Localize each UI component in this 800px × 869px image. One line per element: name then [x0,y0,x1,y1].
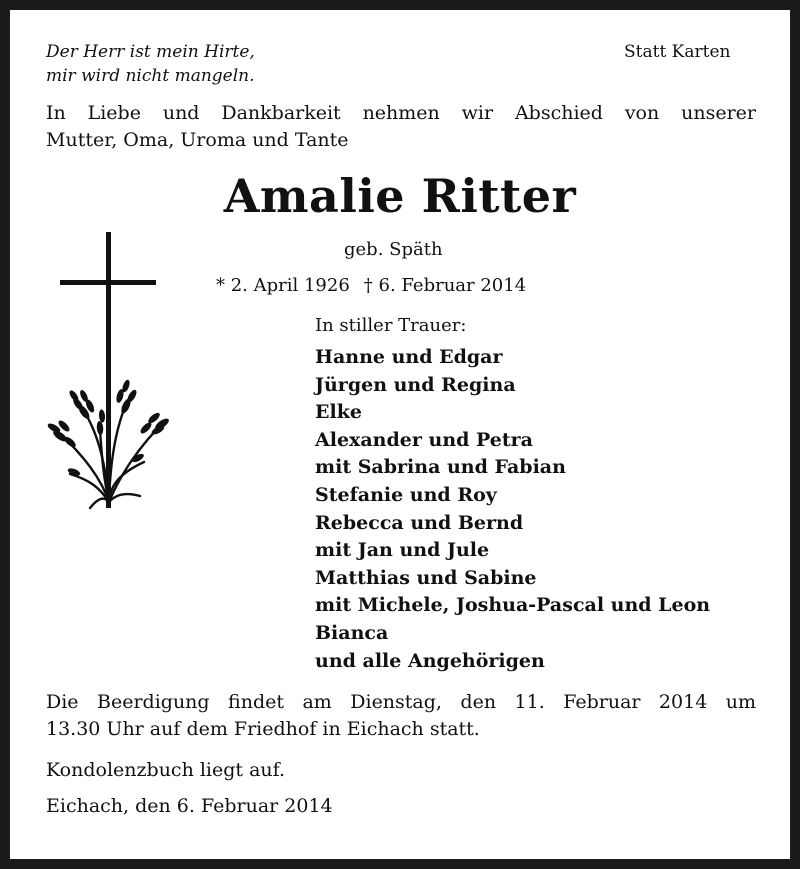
cross-with-wheat-icon [40,230,170,520]
list-item: Stefanie und Roy [315,483,497,506]
list-item: mit Michele, Joshua-Pascal und Leon [315,594,711,617]
death-date: † 6. Februar 2014 [363,275,527,296]
list-item: Elke [315,401,362,424]
mourning-heading: In stiller Trauer: [315,315,467,336]
psalm-line-2: mir wird nicht mangeln. [46,66,255,86]
list-item: Matthias und Sabine [315,566,537,589]
birth-date: * 2. April 1926 [216,275,350,296]
life-dates [216,273,526,299]
list-item: Bianca [315,621,389,644]
list-item: Rebecca und Bernd [315,511,524,534]
funeral-line-1: Die Beerdigung findet am Dienstag, den 11. Februar 2014 um [46,691,756,713]
obituary-notice [10,10,790,859]
psalm-quote [46,40,255,88]
funeral-line-2: 13.30 Uhr auf dem Friedhof in Eichach statt. [46,718,480,740]
list-item: mit Jan und Jule [315,539,490,562]
psalm-line-1: Der Herr ist mein Hirte, [46,42,255,62]
intro-text [46,100,756,154]
list-item: Hanne und Edgar [315,346,503,368]
statt-karten-label: Statt Karten [624,42,731,62]
deceased-name: Amalie Ritter [223,169,577,223]
list-item: mit Sabrina und Fabian [315,456,566,479]
list-item: und alle Angehörigen [315,649,545,672]
mourners-list [315,344,710,675]
maiden-name: geb. Späth [344,239,443,260]
condolence-note: Kondolenzbuch liegt auf. [46,759,286,781]
intro-line-2: Mutter, Oma, Uroma und Tante [46,129,349,151]
funeral-info [46,689,756,743]
place-and-date: Eichach, den 6. Februar 2014 [46,795,333,817]
intro-line-1: In Liebe und Dankbarkeit nehmen wir Abschied von unserer [46,102,756,124]
list-item: Alexander und Petra [315,428,533,451]
list-item: Jürgen und Regina [315,373,516,396]
